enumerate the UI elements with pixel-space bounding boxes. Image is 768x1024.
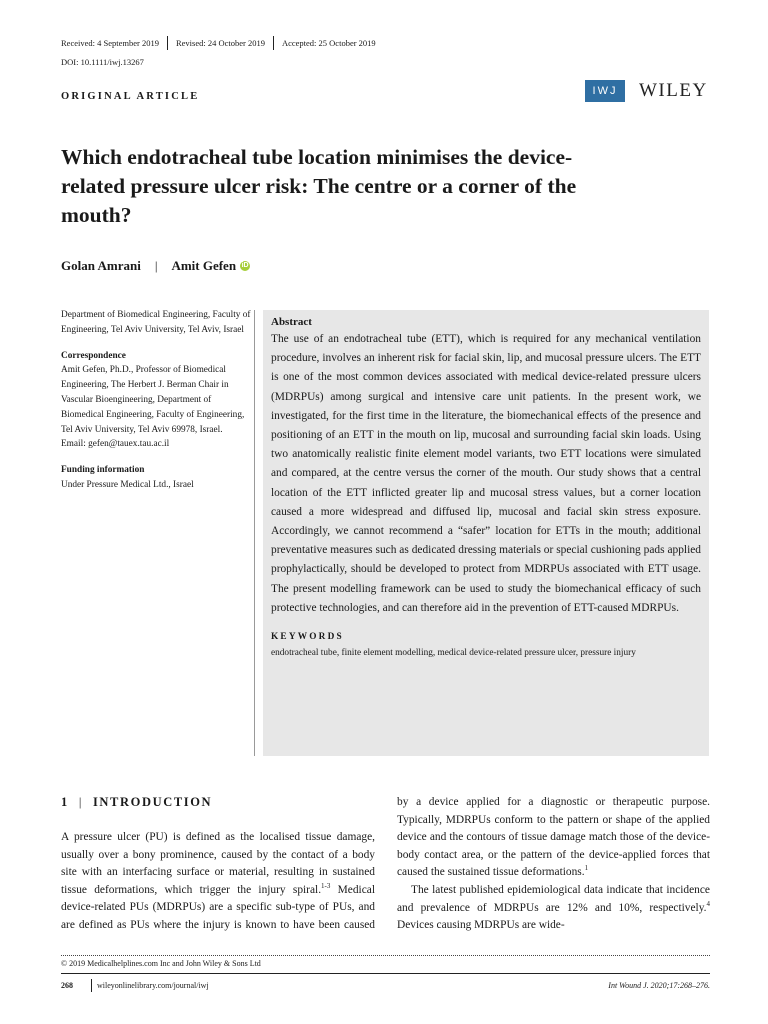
author-name[interactable]: Golan Amrani [61, 258, 141, 273]
section-number: 1 [61, 795, 69, 809]
citation-ref[interactable]: 1-3 [321, 881, 331, 890]
accepted-date: Accepted: 25 October 2019 [281, 38, 376, 48]
column-divider [254, 310, 255, 756]
journal-url[interactable]: wileyonlinelibrary.com/journal/iwj [97, 981, 209, 990]
intro-paragraph-1 [397, 794, 710, 882]
page-footer [61, 979, 710, 992]
header-logos [585, 80, 708, 102]
author-separator: | [154, 258, 158, 273]
funding-text: Under Pressure Medical Ltd., Israel [61, 479, 194, 490]
intro-paragraph-2 [397, 882, 710, 935]
section-separator: | [78, 795, 83, 809]
author-name[interactable]: Amit Gefen [171, 258, 237, 273]
abstract-heading: Abstract [271, 316, 312, 328]
intro-text: A pressure ulcer (PU) is defined as the localised tissue damage, usually over a bony prominence, caused by the contact of a body site with an interfacing surface or material, resulting in sustained tissue deformations, which trigger the injury spiral. [61, 831, 375, 896]
citation-ref[interactable]: 1 [584, 864, 589, 873]
correspondence-block [61, 349, 251, 453]
affiliation: Department of Biomedical Engineering, Faculty of Engineering, Tel Aviv University, Tel Aviv, Israel [61, 310, 251, 335]
page-number: 268 [61, 981, 73, 990]
intro-text: Devices causing MDRPUs are wide- [397, 919, 565, 932]
citation-ref[interactable]: 4 [706, 899, 710, 908]
date-divider [167, 36, 168, 50]
journal-citation: Int Wound J. 2020;17:268–276. [608, 981, 710, 990]
article-title: Which endotracheal tube location minimises the device-related pressure ulcer risk: The centre or a corner of the mouth? [61, 145, 577, 227]
iwj-logo[interactable]: IWJ [585, 80, 625, 102]
funding-heading: Funding information [61, 465, 145, 476]
correspondence-text: Amit Gefen, Ph.D., Professor of Biomedical Engineering, The Herbert J. Berman Chair in Vascular Bioengineering, Department of Biomedical Engineering, Faculty of Engineering, Tel Aviv University, Tel Aviv 69978, Israel. [61, 365, 245, 435]
orcid-icon[interactable]: iD [241, 262, 249, 269]
wiley-logo[interactable]: WILEY [639, 80, 708, 101]
copyright-notice: © 2019 Medicalhelplines.com Inc and John Wiley & Sons Ltd [61, 959, 261, 968]
date-divider [273, 36, 274, 50]
article-type: ORIGINAL ARTICLE [61, 91, 200, 102]
author-list [61, 258, 250, 274]
abstract-text: The use of an endotracheal tube (ETT), which is required for any mechanical ventilation procedure, involves an inherent risk for facial skin, lip, and mucosal pressure ulcers. The ETT is one of the most common devices associated with medical device-related pressure ulcers (MDRPUs) among surgical and intensive care unit patients. In the present work, we investigated, for the first time in the literature, the biomechanical effects of the presence and positioning of an ETT in the mouth on lip, mucosal and surrounding facial skin loads. Using two anatomically realistic finite element model variants, two ETT locations were simulated and compared, at the centre versus the corner of the mouth. Our study shows that a central location of the ETT inflicted greater lip and mucosal stress values, but a corner location caused a more widespread and diffused lip, mucosal and facial skin stress exposure. Accordingly, we cannot recommend a “safer” location for ETTs in the mouth; additional preventative measures such as dedicated dressing materials or special cushioning pads applied prophylactically, should be developed to protect from MDRPUs associated with ETT usage. The present modelling framework can be used to study the biomechanical efficacy of such protective technologies, and can therefore aid in the prevention of ETT-caused MDRPUs. [271, 333, 701, 614]
abstract-box [263, 310, 709, 756]
footer-dotted-rule [61, 955, 710, 956]
funding-block [61, 463, 251, 493]
body-column-right [397, 794, 710, 935]
intro-text: The latest published epidemiological data indicate that incidence and prevalence of MDRPUs are 12% and 10%, respectively. [397, 883, 710, 914]
intro-text: Medical device-related PUs (MDRPUs) are a specific sub-type of PUs, and are defined as PUs where the injury is known to have been caused [61, 883, 375, 931]
revised-date: Revised: 24 October 2019 [175, 38, 265, 48]
section-title: INTRODUCTION [92, 795, 213, 809]
keywords-heading: KEYWORDS [271, 632, 344, 643]
received-date: Received: 4 September 2019 [61, 38, 159, 48]
footer-divider [91, 979, 92, 992]
body-column-left [61, 829, 375, 935]
footer-rule [61, 973, 710, 974]
intro-text: by a device applied for a diagnostic or therapeutic purpose. Typically, MDRPUs conform to the pattern or shape of the applied device and the contours of tissue damage match those of the device-body contact area, or the pattern of the device-applied forces that caused the sustained tissue deformations. [397, 796, 710, 879]
doi[interactable]: DOI: 10.1111/iwj.13267 [61, 57, 144, 67]
article-dates [61, 36, 376, 50]
section-heading-introduction [61, 795, 212, 810]
correspondence-heading: Correspondence [61, 350, 126, 361]
keywords-text: endotracheal tube, finite element modelling, medical device-related pressure ulcer, pressure injury [271, 648, 636, 659]
correspondence-email[interactable]: Email: gefen@tauex.tau.ac.il [61, 439, 170, 450]
intro-paragraph-1 [61, 829, 375, 935]
author-info-column [61, 308, 251, 504]
